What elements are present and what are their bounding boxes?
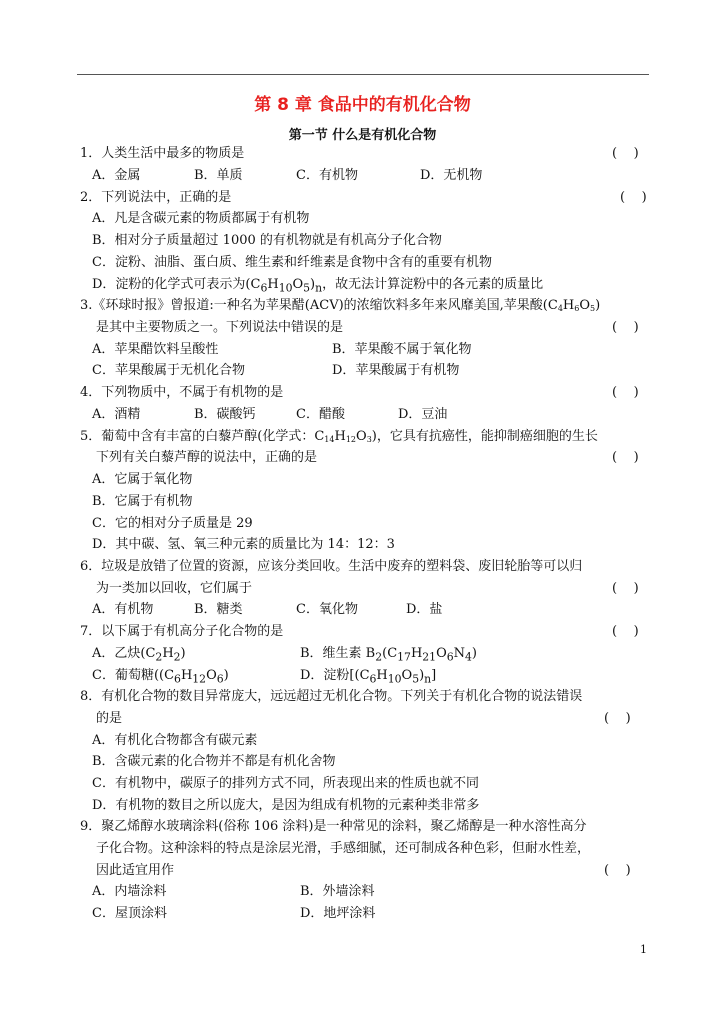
q2-option-d: D．淀粉的化学式可表示为$(C_6H_{10}O_5)_n$，故无法计算淀粉中的各元素的质量比 (92, 277, 544, 295)
q5-option-d: D．其中碳、氢、氧三种元素的质量比为 14：12：3 (92, 537, 395, 552)
q5-option-b: B．它属于有机物 (92, 494, 193, 509)
q7-answer-blank: ( ) (612, 624, 639, 639)
q2-answer-blank: ( ) (620, 190, 647, 205)
q5-stem-line2: 下列有关白藜芦醇的说法中，正确的是 (96, 450, 318, 465)
q6-option-b: B．糖类 (194, 602, 243, 617)
q2-stem: 2．下列说法中，正确的是 (80, 190, 232, 205)
q4-option-b: B．碳酸钙 (194, 407, 256, 422)
q9-option-d: D．地坪涂料 (300, 906, 376, 921)
q1-option-b: B．单质 (194, 168, 243, 183)
q9-stem: 9．聚乙烯醇水玻璃涂料(俗称 106 涂料)是一种常见的涂料，聚乙烯醇是一种水溶性高分 (80, 819, 587, 834)
q8-option-d: D．有机物的数目之所以庞大，是因为组成有机物的元素种类非常多 (92, 798, 480, 813)
q6-option-c: C．氧化物 (296, 602, 358, 617)
chapter-title: 第 8 章 食品中的有机化合物 (254, 95, 471, 115)
q7-option-c: C．葡萄糖($(C_6H_{12}O_6)$ (92, 668, 229, 686)
q4-option-a: A．酒精 (92, 407, 141, 422)
q2-option-b: B．相对分子质量超过 1000 的有机物就是有机高分子化合物 (92, 233, 442, 248)
q3-option-c: C．苹果酸属于无机化合物 (92, 363, 245, 378)
q9-stem-line3: 因此适宜用作 (96, 863, 175, 878)
q4-answer-blank: ( ) (612, 385, 639, 400)
q6-option-d: D．盐 (406, 602, 443, 617)
q3-stem-line2: 是其中主要物质之一。下列说法中错误的是 (96, 320, 344, 335)
q1-answer-blank: ( ) (612, 146, 639, 161)
q3-option-b: B．苹果酸不属于氧化物 (332, 342, 472, 357)
q8-option-c: C．有机物中，碳原子的排列方式不同，所表现出来的性质也就不同 (92, 776, 479, 791)
q9-stem-line2: 子化合物。这种涂料的特点是涂层光滑，手感细腻，还可制成各种色彩，但耐水性差， (96, 841, 591, 856)
q8-stem-line2: 的是 (96, 711, 123, 726)
q7-option-a: A．乙炔$(C_2H_2)$ (92, 646, 186, 664)
q6-option-a: A．有机物 (92, 602, 154, 617)
q5-answer-blank: ( ) (612, 450, 639, 465)
q9-option-a: A．内墙涂料 (92, 884, 167, 899)
q1-option-c: C．有机物 (296, 168, 358, 183)
q5-stem: 5．葡萄中含有丰富的白藜芦醇(化学式：$C_{14}H_{12}O_3$)，它具有抗癌性，能抑制癌细胞的生长 (80, 429, 598, 444)
q3-answer-blank: ( ) (612, 320, 639, 335)
q8-option-a: A．有机化合物都含有碳元素 (92, 733, 258, 748)
q7-option-b: B．维生素 $B_2(C_{17}H_{21}O_6N_4)$ (300, 646, 477, 664)
q2-option-a: A．凡是含碳元素的物质都属于有机物 (92, 211, 310, 226)
q2-option-c: C．淀粉、油脂、蛋白质、维生素和纤维素是食物中含有的重要有机物 (92, 255, 492, 270)
q8-answer-blank: ( ) (604, 711, 631, 726)
page-number: 1 (640, 943, 647, 956)
q1-option-d: D．无机物 (420, 168, 483, 183)
q5-option-a: A．它属于氧化物 (92, 472, 193, 487)
header-rule (77, 74, 649, 75)
q7-option-d: D．淀粉$[(C_6H_{10}O_5)_n]$ (300, 668, 437, 686)
q6-stem: 6．垃圾是放错了位置的资源，应该分类回收。生活中废弃的塑料袋、废旧轮胎等可以归 (80, 559, 583, 574)
q4-option-c: C．醋酸 (296, 407, 345, 422)
q9-option-b: B．外墙涂料 (300, 884, 375, 899)
q5-option-c: C．它的相对分子质量是 29 (92, 516, 253, 531)
q8-stem: 8．有机化合物的数目异常庞大，远远超过无机化合物。下列关于有机化合物的说法错误 (80, 689, 583, 704)
section-title: 第一节 什么是有机化合物 (288, 128, 437, 143)
q1-option-a: A．金属 (92, 168, 141, 183)
q7-stem: 7．以下属于有机高分子化合物的是 (80, 624, 284, 639)
q4-stem: 4．下列物质中，不属于有机物的是 (80, 385, 284, 400)
q4-option-d: D．豆油 (398, 407, 448, 422)
q9-option-c: C．屋顶涂料 (92, 906, 167, 921)
q3-option-d: D．苹果酸属于有机物 (332, 363, 460, 378)
q3-option-a: A．苹果醋饮料呈酸性 (92, 342, 219, 357)
q6-answer-blank: ( ) (612, 581, 639, 596)
q9-answer-blank: ( ) (604, 863, 631, 878)
q1-stem: 1．人类生活中最多的物质是 (80, 146, 245, 161)
q3-stem: 3.《环球时报》曾报道:一种名为苹果醋(ACV)的浓缩饮料多年来风靡美国,苹果酸$(C_4H_6O_5)$ (80, 298, 601, 313)
q8-option-b: B．含碳元素的化合物并不都是有机化舍物 (92, 754, 336, 769)
q6-stem-line2: 为一类加以回收，它们属于 (96, 581, 253, 596)
